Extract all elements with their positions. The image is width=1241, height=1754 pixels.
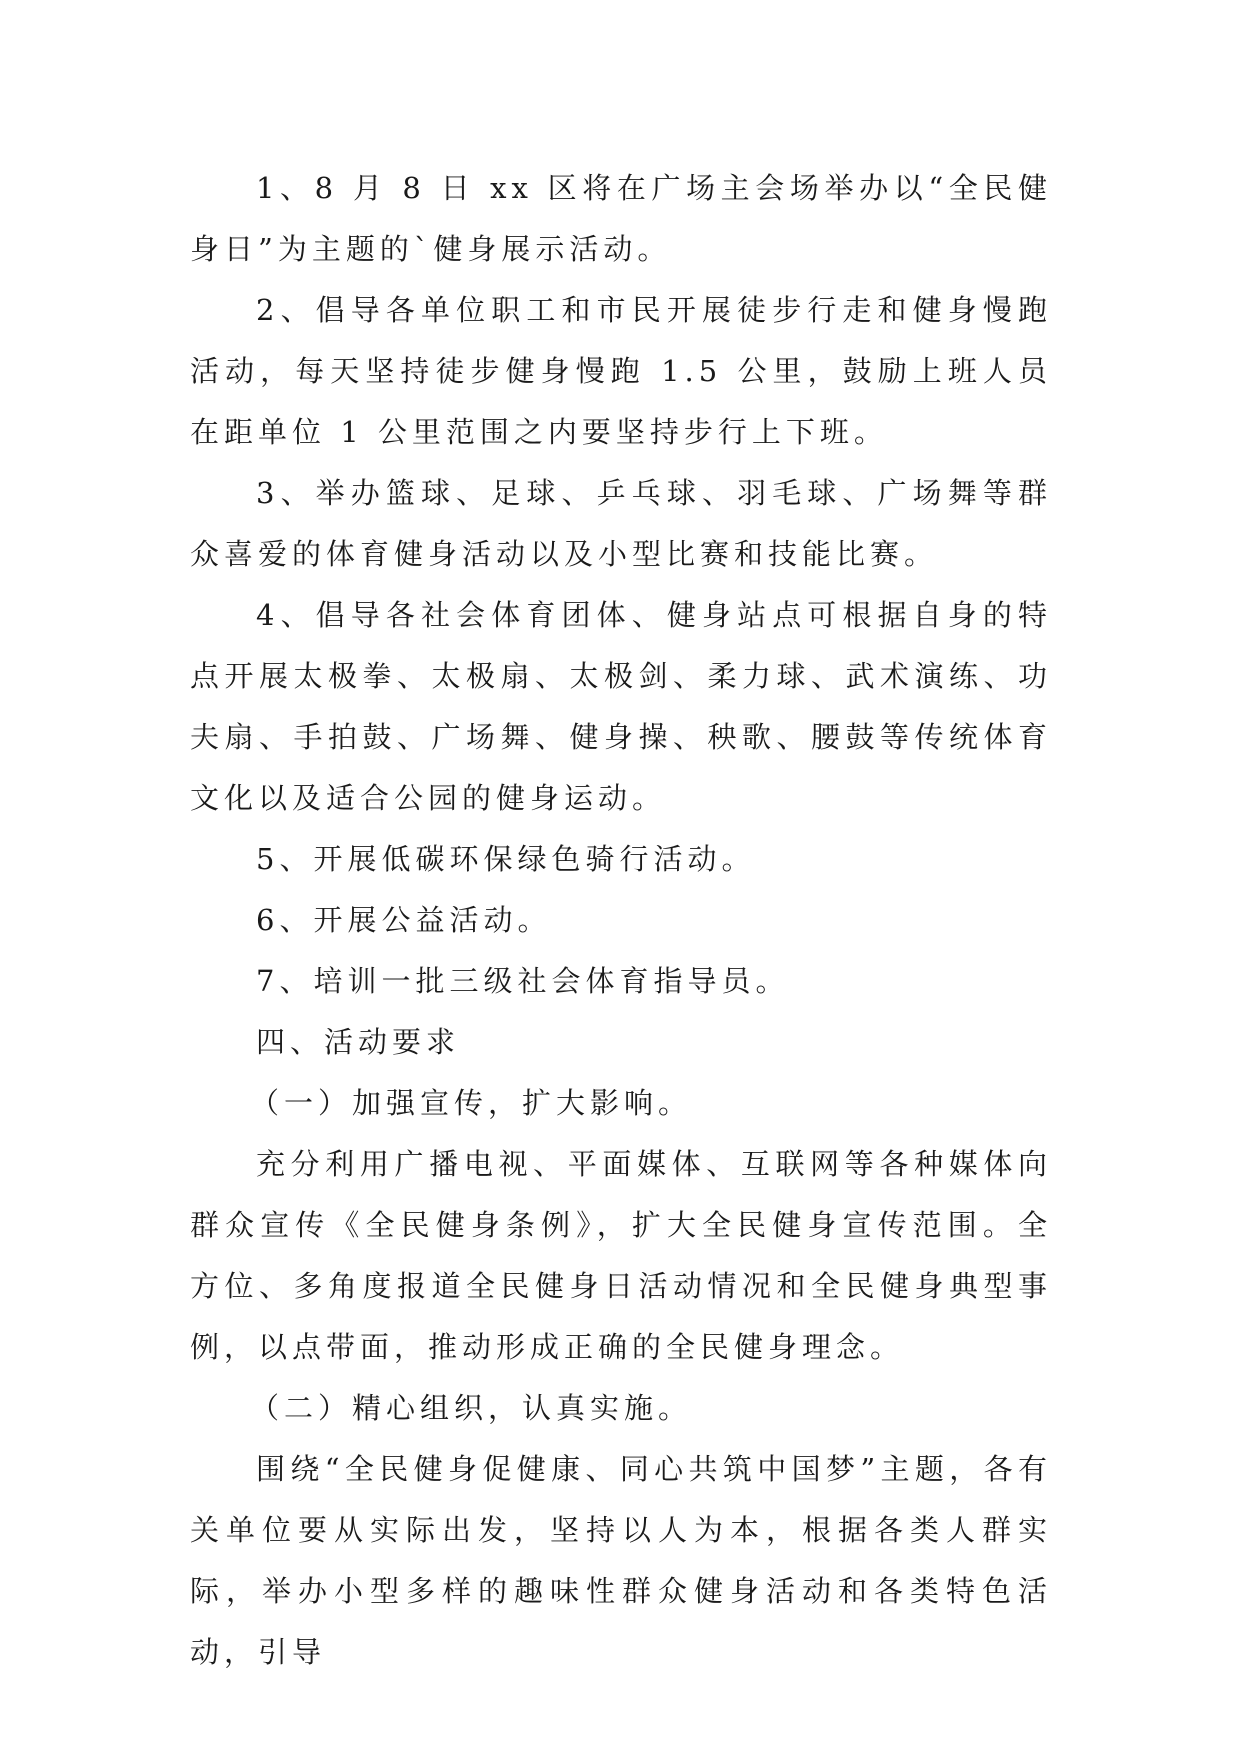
item-2-paragraph: 2、倡导各单位职工和市民开展徒步行走和健身慢跑活动，每天坚持徒步健身慢跑 1.5 公里，鼓励上班人员在距单位 1 公里范围之内要坚持步行上下班。 [190, 293, 1052, 449]
organization-paragraph: 围绕“全民健身促健康、同心共筑中国梦”主题，各有关单位要从实际出发，坚持以人为本，根据各类人群实际，举办小型多样的趣味性群众健身活动和各类特色活动，引导 [190, 1452, 1052, 1669]
item-6-paragraph: 6、开展公益活动。 [256, 903, 552, 937]
subheading-organization: （二）精心组织，认真实施。 [250, 1391, 693, 1425]
subheading-publicity: （一）加强宣传，扩大影响。 [250, 1086, 693, 1120]
item-3-paragraph: 3、举办篮球、足球、乒乓球、羽毛球、广场舞等群众喜爱的体育健身活动以及小型比赛和技能比赛。 [190, 476, 1052, 571]
publicity-paragraph: 充分利用广播电视、平面媒体、互联网等各种媒体向群众宣传《全民健身条例》，扩大全民健身宣传范围。全方位、多角度报道全民健身日活动情况和全民健身典型事例，以点带面，推动形成正确的全民健身理念。 [190, 1147, 1052, 1364]
item-1-paragraph: 1、8 月 8 日 xx 区将在广场主会场举办以“全民健身日”为主题的`健身展示活动。 [190, 171, 1052, 266]
item-5-paragraph: 5、开展低碳环保绿色骑行活动。 [256, 842, 756, 876]
item-4-paragraph: 4、倡导各社会体育团体、健身站点可根据自身的特点开展太极拳、太极扇、太极剑、柔力球、武术演练、功夫扇、手拍鼓、广场舞、健身操、秧歌、腰鼓等传统体育文化以及适合公园的健身运动。 [190, 598, 1052, 815]
item-7-paragraph: 7、培训一批三级社会体育指导员。 [256, 964, 790, 998]
document-body [190, 158, 1052, 1683]
section-heading-requirements: 四、活动要求 [256, 1025, 461, 1059]
